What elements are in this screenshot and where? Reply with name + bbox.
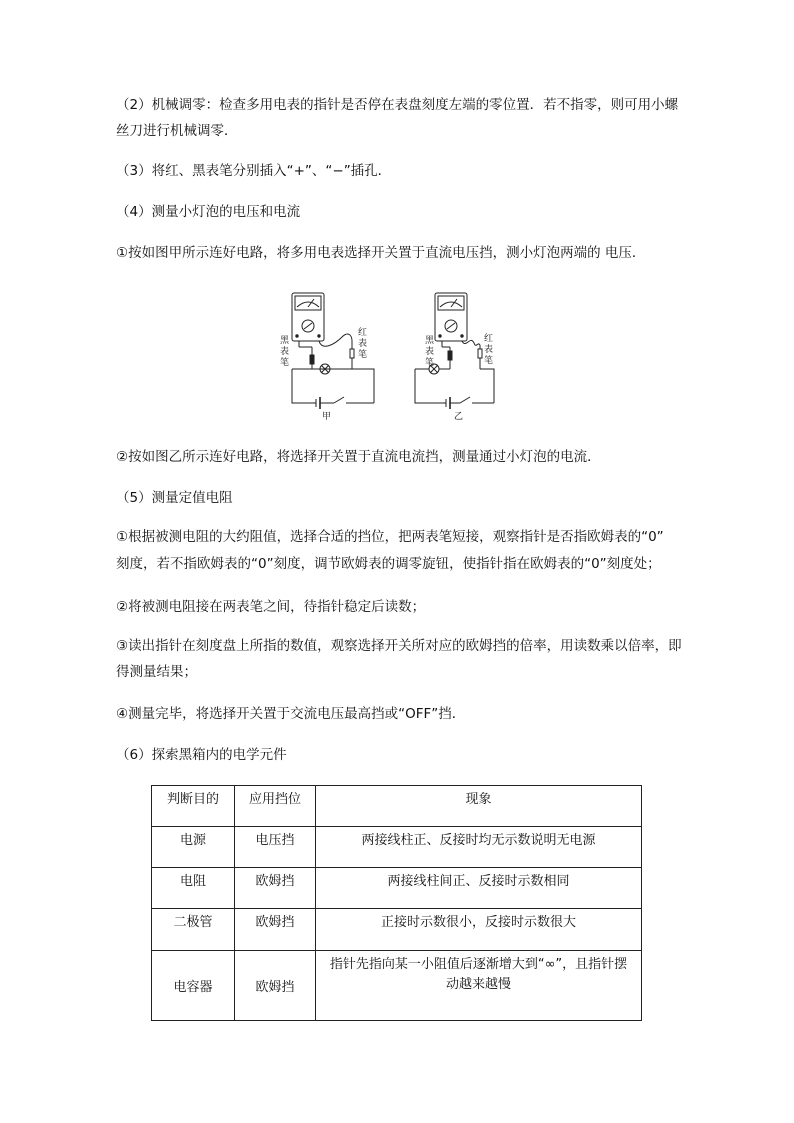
table-row — [152, 951, 642, 1021]
para-zeroing-line1: （2）机械调零：检查多用电表的指针是否停在表盘刻度左端的零位置．若不指零，则可用小螺 — [116, 97, 679, 113]
label-red-probe-left-2: 表 — [358, 339, 368, 349]
circuit-figure — [270, 285, 510, 425]
table-row — [152, 827, 642, 868]
para-measure-bulb-heading: （4）测量小灯泡的电压和电流 — [116, 204, 301, 220]
table-cell: 两接线柱正、反接时均无示数说明无电源 — [316, 827, 642, 868]
table-cell: 两接线柱间正、反接时示数相同 — [316, 868, 642, 909]
label-black-probe-left-1: 黑 — [280, 336, 290, 346]
para-insert-probes: （3）将红、黑表笔分别插入“+”、“−”插孔． — [116, 163, 392, 179]
table-cell: 指针先指向某一小阻值后逐渐增大到“∞”，且指针摆动越来越慢 — [316, 951, 642, 1021]
circuit-diagram — [270, 285, 510, 425]
table-header: 应用挡位 — [235, 786, 316, 827]
label-red-probe-left-3: 笔 — [358, 350, 368, 360]
para-resistor-step1-line2: 刻度，若不指欧姆表的“0”刻度，调节欧姆表的调零旋钮，使指针指在欧姆表的“0”刻度处； — [116, 556, 661, 572]
table-cell: 电源 — [152, 827, 235, 868]
table-cell: 欧姆挡 — [235, 909, 316, 951]
table-row — [152, 909, 642, 951]
table-header-row — [152, 786, 642, 827]
label-black-probe-left-3: 笔 — [280, 358, 290, 368]
para-zeroing-line2: 丝刀进行机械调零． — [116, 123, 238, 139]
para-resistor-step3-line2: 得测量结果； — [116, 664, 197, 680]
table-cell: 电阻 — [152, 868, 235, 909]
caption-left: 甲 — [322, 412, 332, 422]
label-black-probe-right-2: 表 — [425, 347, 435, 357]
label-red-probe-right-3: 笔 — [484, 356, 494, 366]
label-black-probe-right-3: 笔 — [425, 358, 435, 368]
para-resistor-step2: ②将被测电阻接在两表笔之间，待指针稳定后读数； — [116, 599, 426, 615]
label-black-probe-left-2: 表 — [280, 347, 290, 357]
para-resistor-step4: ④测量完毕，将选择开关置于交流电压最高挡或“OFF”挡． — [116, 706, 466, 722]
caption-right: 乙 — [454, 412, 464, 422]
table-cell: 电压挡 — [235, 827, 316, 868]
table-cell: 欧姆挡 — [235, 868, 316, 909]
label-red-probe-left-1: 红 — [358, 328, 368, 338]
table-cell: 欧姆挡 — [235, 951, 316, 1021]
table-header: 判断目的 — [152, 786, 235, 827]
para-measure-current: ②按如图乙所示连好电路，将选择开关置于直流电流挡，测量通过小灯泡的电流． — [116, 449, 601, 465]
table-header: 现象 — [316, 786, 642, 827]
table-row — [152, 868, 642, 909]
label-red-probe-right-1: 红 — [484, 334, 494, 344]
para-resistor-step1-line1: ①根据被测电阻的大约阻值，选择合适的挡位，把两表笔短接，观察指针是否指欧姆表的“0” — [116, 529, 664, 545]
label-black-probe-right-1: 黑 — [425, 336, 435, 346]
black-box-table — [151, 785, 642, 1021]
label-red-probe-right-2: 表 — [484, 345, 494, 355]
table-cell: 电容器 — [152, 951, 235, 1021]
para-measure-voltage: ①按如图甲所示连好电路，将多用电表选择开关置于直流电压挡，测小灯泡两端的 电压． — [116, 245, 646, 261]
para-black-box-heading: （6）探索黑箱内的电学元件 — [116, 747, 287, 763]
table-cell: 二极管 — [152, 909, 235, 951]
para-resistor-step3-line1: ③读出指针在刻度盘上所指的数值，观察选择开关所对应的欧姆挡的倍率，用读数乘以倍率，即 — [116, 638, 682, 654]
para-measure-resistor-heading: （5）测量定值电阻 — [116, 490, 233, 506]
table-cell: 正接时示数很小，反接时示数很大 — [316, 909, 642, 951]
